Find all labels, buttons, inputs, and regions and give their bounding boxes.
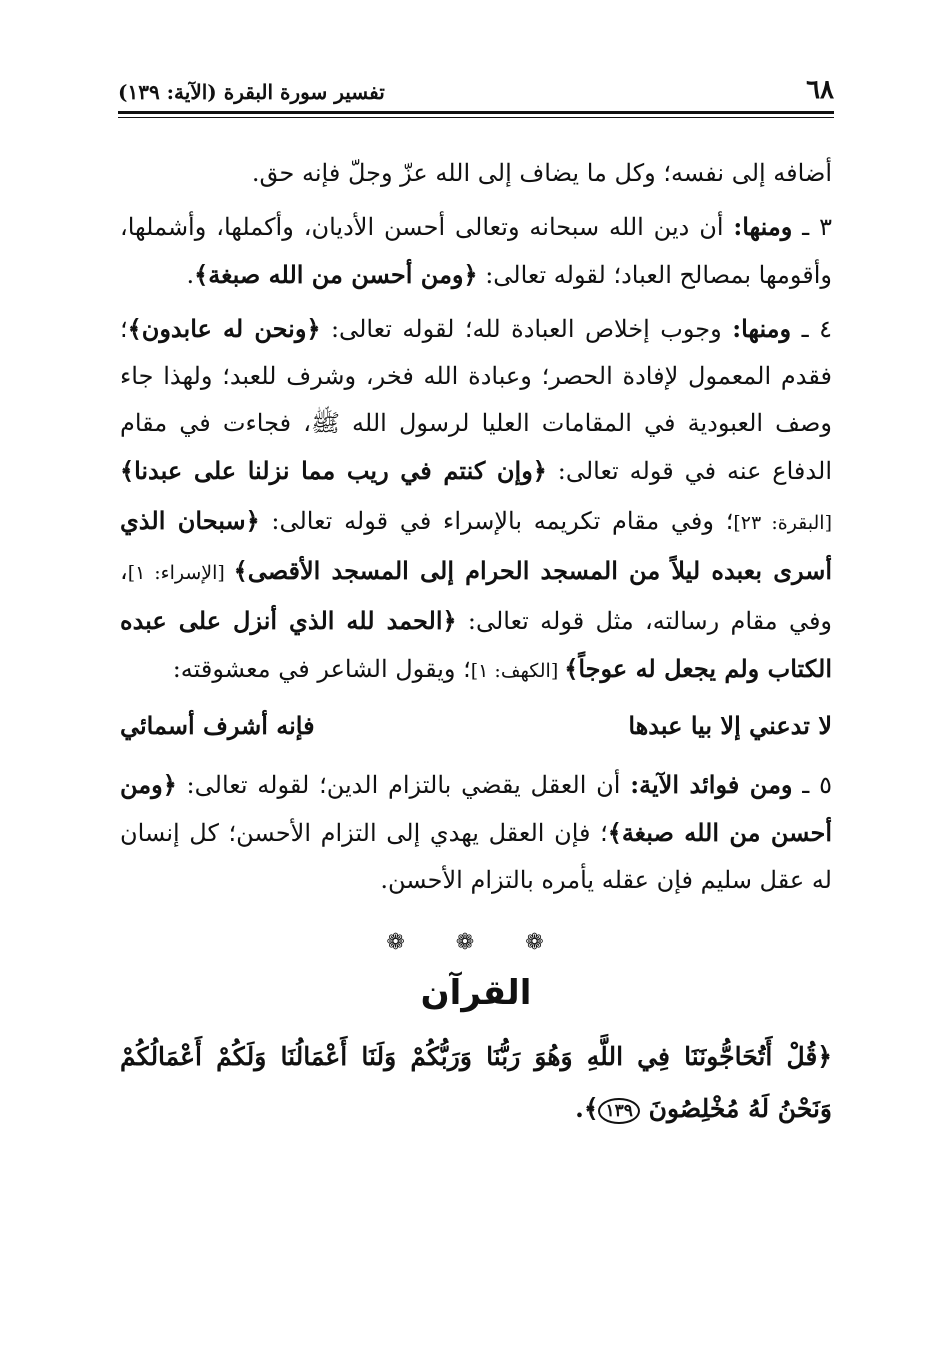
quran-verse-text: ﴿قُلْ أَتُحَاجُّونَنَا فِي اللَّهِ وَهُوَ رَبُّنَا وَرَبُّكُمْ وَلَنَا أَعْمَالُنَا وَلَكُمْ أَعْمَالُكُمْ وَنَحْنُ لَهُ مُخْلِصُونَ [120, 1042, 832, 1123]
paragraph-point-3 [120, 203, 832, 299]
paragraph-text: . [186, 261, 195, 289]
quran-quote: ﴿الحمد لله الذي أنزل على عبده الكتاب ولم يجعل له عوجاً﴾ [120, 606, 832, 683]
point-lead: ومن فوائد الآية: [630, 770, 793, 799]
verse-reference: [البقرة: ٢٣] [733, 512, 832, 534]
section-separator: ❁ ❁ ❁ [386, 930, 566, 955]
point-number: ٥ ـ [792, 771, 832, 799]
ayah-number-marker: ١٣٩ [598, 1098, 639, 1124]
page-body [120, 150, 832, 1135]
paragraph-point-5 [120, 761, 832, 904]
paragraph-text: أن دين الله سبحانه وتعالى أحسن الأديان، وأكملها، وأشملها، وأقومها بمصالح العباد؛ لقوله تعالى: [120, 213, 832, 289]
page-header [118, 75, 834, 107]
paragraph-continuation [120, 150, 832, 197]
paragraph-point-4 [120, 305, 832, 695]
verse-reference: [الإسراء: ١] [127, 562, 234, 584]
section-title: القرآن [420, 973, 532, 1013]
paragraph-text: ، وفي مقام رسالته، مثل قوله تعالى: [120, 557, 833, 635]
paragraph-text: ؛ وفي مقام تكريمه بالإسراء في قوله تعالى: [259, 507, 734, 535]
paragraph-text: ؛ فقدم المعمول لإفادة الحصر؛ وعبادة الله فخر، وشرف للعبد؛ ولهذا جاء وصف العبودية في المقامات العليا لرسول الله ﷺ، فجاءت في مقام الدفاع عنه في قوله تعالى: [120, 315, 832, 485]
quran-quote: ﴿ومن أحسن من الله صبغة﴾ [194, 260, 478, 289]
running-title: تفسير سورة البقرة (الآية: ١٣٩) [118, 80, 385, 104]
paragraph-text: أن العقل يقضي بالتزام الدين؛ لقوله تعالى: [176, 771, 631, 799]
page-number: ٦٨ [806, 75, 834, 105]
point-number: ٤ ـ [791, 315, 832, 343]
quran-quote: ﴿سبحان الذي أسرى بعبده ليلاً من المسجد الحرام إلى المسجد الأقصى﴾ [120, 506, 833, 585]
header-rule-thick [118, 111, 834, 114]
paragraph-text: ؛ ويقول الشاعر في معشوقته: [172, 655, 471, 683]
quran-verse [120, 1031, 832, 1135]
point-lead: ومنها: [732, 314, 792, 343]
header-rule-thin [118, 117, 834, 118]
verse-second-hemistich: فإنه أشرف أسمائي [120, 711, 315, 740]
point-lead: ومنها: [733, 212, 793, 241]
paragraph-text: ؛ فإن العقل يهدي إلى التزام الأحسن؛ كل إنسان له عقل سليم فإن عقله يأمره بالتزام الأحسن. [120, 819, 832, 894]
paragraph-text: وجوب إخلاص العبادة لله؛ لقوله تعالى: [320, 315, 733, 343]
verse-reference: [الكهف: ١] [470, 660, 565, 682]
point-number: ٣ ـ [792, 213, 832, 241]
quran-quote: ﴿ومن أحسن من الله صبغة﴾ [120, 770, 833, 847]
quran-quote: ﴿وإن كنتم في ريب مما نزلنا على عبدنا﴾ [120, 456, 547, 485]
quran-quote: ﴿ونحن له عابدون﴾ [127, 314, 321, 343]
paragraph-text: أضافه إلى نفسه؛ وكل ما يضاف إلى الله عزّ وجلّ فإنه حق. [251, 159, 832, 187]
poetry-verse [120, 703, 832, 755]
verse-first-hemistich: لا تدعني إلا بيا عبدها [628, 711, 832, 740]
quran-verse-closing: ﴾. [575, 1094, 599, 1123]
